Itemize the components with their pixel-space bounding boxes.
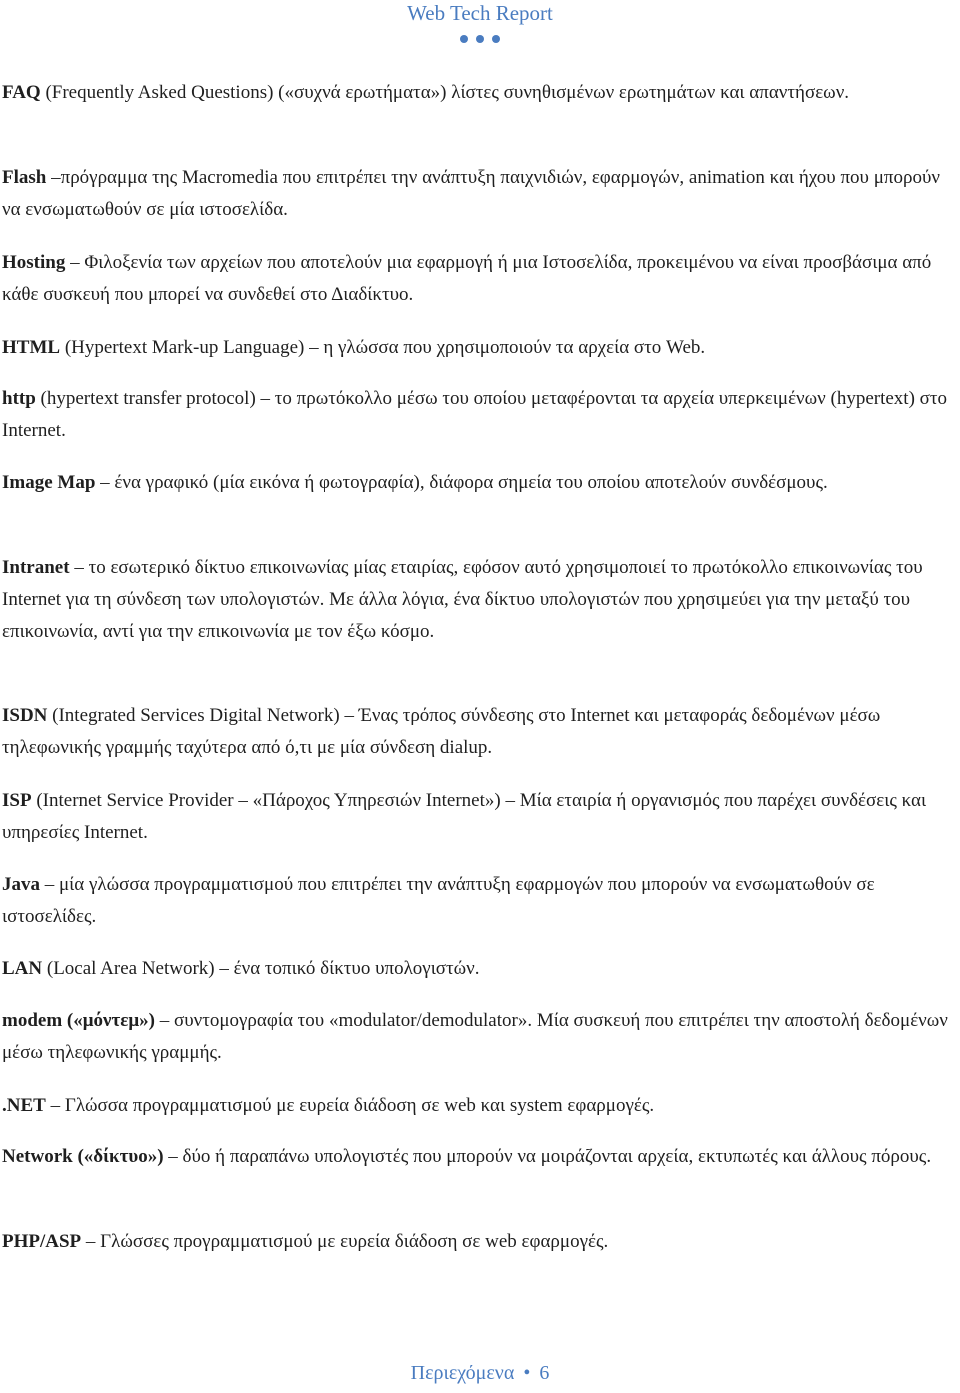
glossary-definition: (Frequently Asked Questions) («συχνά ερωτήματα») λίστες συνηθισμένων ερωτημάτων και απαντήσεων. bbox=[40, 82, 850, 103]
glossary-entry-http bbox=[2, 383, 960, 447]
glossary-definition: (Integrated Services Digital Network) – Ένας τρόπος σύνδεσης στο Internet και μεταφοράς δεδομένων μέσω τηλεφωνικής γραμμής ταχύτερα από ό,τι με μία σύνδεση dialup. bbox=[2, 705, 881, 758]
glossary-term: Hosting bbox=[2, 252, 66, 273]
glossary-term: HTML bbox=[2, 337, 61, 358]
glossary-term: Image Map bbox=[2, 472, 96, 493]
header-dots-ornament bbox=[0, 35, 960, 43]
glossary-entry-network bbox=[2, 1141, 931, 1173]
glossary-term: FAQ bbox=[2, 82, 41, 103]
footer-bullet: • bbox=[523, 1362, 531, 1384]
glossary-entry-html bbox=[2, 332, 705, 364]
glossary-entry-hosting bbox=[2, 247, 960, 311]
glossary-definition: –πρόγραμμα της Macromedia που επιτρέπει την ανάπτυξη παιχνιδιών, εφαρμογών, animation και ήχου που μπορούν να ενσωματωθούν σε μία ιστοσελίδα. bbox=[2, 167, 940, 220]
page-header bbox=[0, 0, 960, 43]
glossary-entry-php-asp bbox=[2, 1226, 608, 1258]
glossary-term: PHP/ASP bbox=[2, 1231, 82, 1252]
page-number: 6 bbox=[539, 1362, 550, 1384]
glossary-term: http bbox=[2, 388, 36, 409]
glossary-entry-intranet bbox=[2, 552, 960, 648]
glossary-definition: – συντομογραφία του «modulator/demodulator». Μία συσκευή που επιτρέπει την αποστολή δεδομένων μέσω τηλεφωνικής γραμμής. bbox=[2, 1010, 948, 1063]
glossary-term: ISP bbox=[2, 790, 32, 811]
glossary-term: Java bbox=[2, 874, 40, 895]
glossary-term: Intranet bbox=[2, 557, 70, 578]
dot-icon bbox=[492, 35, 500, 43]
dot-icon bbox=[476, 35, 484, 43]
glossary-entry-image-map bbox=[2, 467, 828, 499]
header-title: Web Tech Report bbox=[407, 1, 553, 25]
dot-icon bbox=[460, 35, 468, 43]
glossary-definition: – Γλώσσα προγραμματισμού με ευρεία διάδοση σε web και system εφαρμογές. bbox=[45, 1095, 655, 1116]
glossary-entry-java bbox=[2, 869, 960, 933]
glossary-term: LAN bbox=[2, 958, 43, 979]
glossary-entry-isdn bbox=[2, 700, 960, 764]
glossary-definition: – το εσωτερικό δίκτυο επικοινωνίας μίας εταιρίας, εφόσον αυτό χρησιμοποιεί το πρωτόκολλο επικοινωνίας του Internet για τη σύνδεση των υπολογιστών. Με άλλα λόγια, ένα δίκτυο υπολογιστών που χρησιμεύει για την μεταξύ του επικοινωνία, αντί για την επικοινωνία με τον έξω κόσμο. bbox=[2, 557, 923, 642]
glossary-entry-flash bbox=[2, 162, 960, 226]
page-footer bbox=[0, 1362, 960, 1385]
glossary-entry-dotnet bbox=[2, 1090, 654, 1122]
glossary-definition: (Internet Service Provider – «Πάροχος Υπηρεσιών Internet») – Μία εταιρία ή οργανισμός που παρέχει συνδέσεις και υπηρεσίες Internet. bbox=[2, 790, 927, 843]
glossary-definition: (Hypertext Mark-up Language) – η γλώσσα που χρησιμοποιούν τα αρχεία στο Web. bbox=[60, 337, 706, 358]
glossary-definition: – Γλώσσες προγραμματισμού με ευρεία διάδοση σε web εφαρμογές. bbox=[81, 1231, 609, 1252]
glossary-definition: (hypertext transfer protocol) – το πρωτόκολλο μέσω του οποίου μεταφέρονται τα αρχεία υπερκειμένων (hypertext) στο Internet. bbox=[2, 388, 948, 441]
glossary-entry-faq bbox=[2, 77, 849, 109]
glossary-term: ISDN bbox=[2, 705, 48, 726]
glossary-definition: – μία γλώσσα προγραμματισμού που επιτρέπει την ανάπτυξη εφαρμογών που μπορούν να ενσωματωθούν σε ιστοσελίδες. bbox=[2, 874, 875, 927]
footer-section-label: Περιεχόμενα bbox=[410, 1362, 515, 1384]
glossary-term: Flash bbox=[2, 167, 47, 188]
glossary-term: modem («μόντεμ») bbox=[2, 1010, 155, 1031]
glossary-definition: – Φιλοξενία των αρχείων που αποτελούν μια εφαρμογή ή μια Ιστοσελίδα, προκειμένου να είναι προσβάσιμα από κάθε συσκευή που μπορεί να συνδεθεί στο Διαδίκτυο. bbox=[2, 252, 932, 305]
glossary-definition: – δύο ή παραπάνω υπολογιστές που μπορούν να μοιράζονται αρχεία, εκτυπωτές και άλλους πόρους. bbox=[163, 1146, 932, 1167]
glossary-term: .NET bbox=[2, 1095, 46, 1116]
glossary-entry-modem bbox=[2, 1005, 960, 1069]
glossary-term: Network («δίκτυο») bbox=[2, 1146, 164, 1167]
glossary-entry-isp bbox=[2, 785, 960, 849]
glossary-entry-lan bbox=[2, 953, 480, 985]
glossary-definition: (Local Area Network) – ένα τοπικό δίκτυο υπολογιστών. bbox=[42, 958, 480, 979]
glossary-definition: – ένα γραφικό (μία εικόνα ή φωτογραφία), διάφορα σημεία του οποίου αποτελούν συνδέσμους. bbox=[95, 472, 828, 493]
